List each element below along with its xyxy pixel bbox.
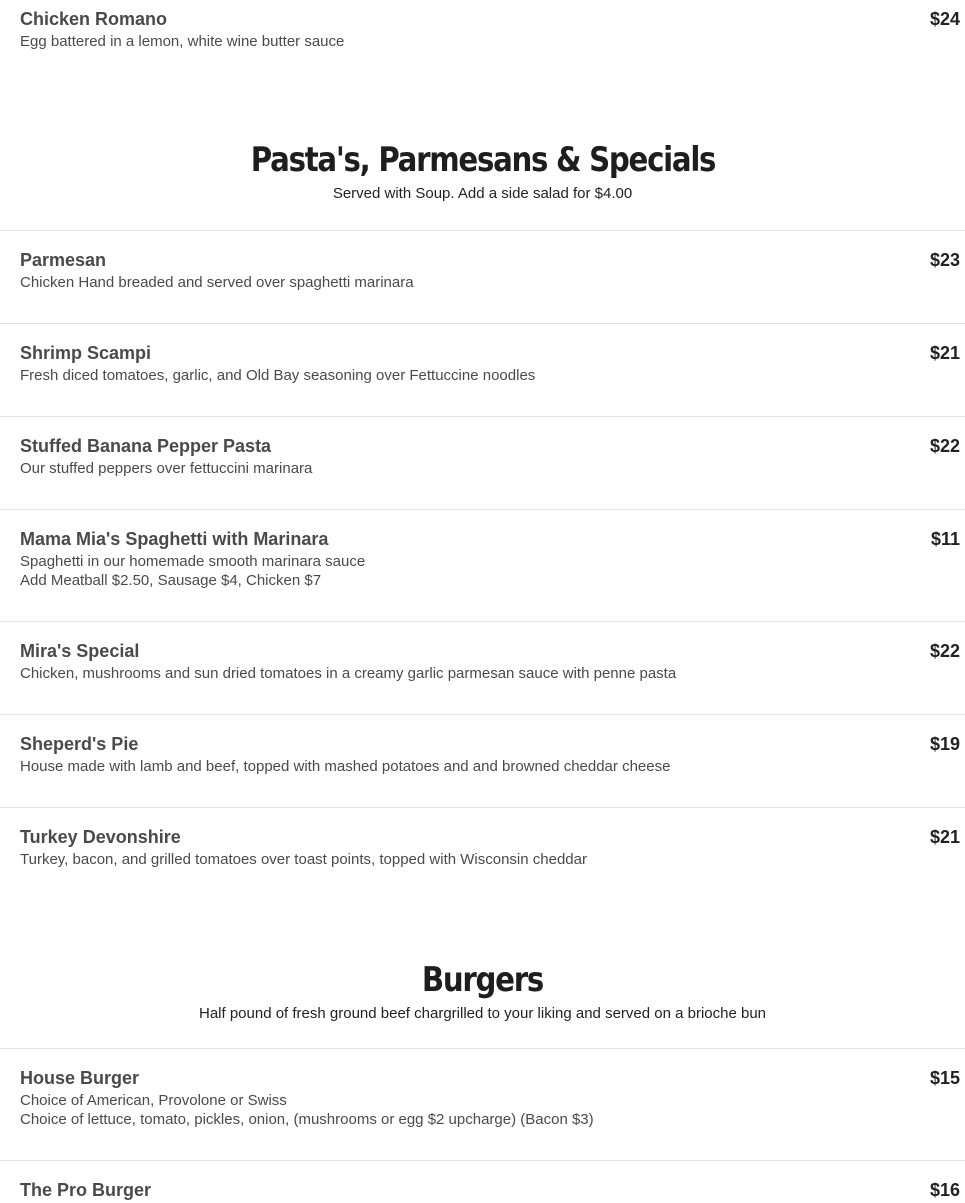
divider bbox=[0, 230, 965, 231]
item-price: $22 bbox=[929, 641, 960, 661]
section-header-pasta bbox=[0, 140, 965, 204]
item-description: Spaghetti in our homemade smooth marinara sauce bbox=[20, 553, 366, 570]
menu-item-stuffed-banana-pepper-pasta bbox=[0, 435, 965, 478]
item-price: $24 bbox=[929, 9, 960, 29]
divider bbox=[0, 714, 965, 715]
item-price: $11 bbox=[930, 529, 960, 549]
menu-item-house-burger bbox=[0, 1067, 965, 1129]
item-price: $21 bbox=[929, 827, 960, 847]
item-description: Fresh diced tomatoes, garlic, and Old Bay seasoning over Fettuccine noodles bbox=[20, 367, 536, 384]
menu-item-turkey-devonshire bbox=[0, 826, 965, 869]
item-name: Parmesan bbox=[20, 250, 107, 270]
item-name: Mama Mia's Spaghetti with Marinara bbox=[20, 529, 329, 549]
menu-item-miras-special bbox=[0, 640, 965, 683]
item-price: $23 bbox=[929, 250, 960, 270]
section-header-burgers bbox=[0, 960, 965, 1024]
divider bbox=[0, 807, 965, 808]
section-subtitle: Half pound of fresh ground beef chargrilled to your liking and served on a brioche bun bbox=[198, 1005, 767, 1022]
item-price: $16 bbox=[929, 1180, 960, 1200]
item-description: Chicken, mushrooms and sun dried tomatoes in a creamy garlic parmesan sauce with penne pasta bbox=[20, 665, 677, 682]
divider bbox=[0, 1048, 965, 1049]
item-name: House Burger bbox=[20, 1068, 140, 1088]
item-description: Choice of American, Provolone or Swiss bbox=[20, 1092, 287, 1109]
item-name: Turkey Devonshire bbox=[20, 827, 181, 847]
item-name: Shrimp Scampi bbox=[20, 343, 152, 363]
divider bbox=[0, 509, 965, 510]
item-name: The Pro Burger bbox=[20, 1180, 152, 1200]
divider bbox=[0, 323, 965, 324]
item-name: Mira's Special bbox=[20, 641, 140, 661]
item-description: Egg battered in a lemon, white wine butter sauce bbox=[20, 33, 345, 50]
item-description: House made with lamb and beef, topped with mashed potatoes and and browned cheddar cheese bbox=[20, 758, 671, 775]
section-title: Burgers bbox=[421, 960, 544, 1000]
menu-item-sheperds-pie bbox=[0, 733, 965, 776]
section-title: Pasta's, Parmesans & Specials bbox=[250, 140, 715, 180]
item-price: $22 bbox=[929, 436, 960, 456]
menu-item-parmesan bbox=[0, 249, 965, 292]
item-price: $21 bbox=[929, 343, 960, 363]
menu-item-pro-burger bbox=[0, 1179, 965, 1201]
divider bbox=[0, 1160, 965, 1161]
item-description-extra: Add Meatball $2.50, Sausage $4, Chicken $7 bbox=[20, 572, 322, 589]
item-description: Chicken Hand breaded and served over spaghetti marinara bbox=[20, 274, 414, 291]
item-name: Stuffed Banana Pepper Pasta bbox=[20, 436, 272, 456]
divider bbox=[0, 621, 965, 622]
section-subtitle: Served with Soup. Add a side salad for $4.00 bbox=[332, 185, 633, 202]
menu-item-spaghetti-marinara bbox=[0, 528, 965, 590]
item-description: Turkey, bacon, and grilled tomatoes over toast points, topped with Wisconsin cheddar bbox=[20, 851, 587, 868]
item-price: $19 bbox=[929, 734, 960, 754]
item-price: $15 bbox=[929, 1068, 960, 1088]
item-description: Our stuffed peppers over fettuccini marinara bbox=[20, 460, 313, 477]
item-description-extra: Choice of lettuce, tomato, pickles, onion, (mushrooms or egg $2 upcharge) (Bacon $3) bbox=[20, 1111, 594, 1128]
menu-item-shrimp-scampi bbox=[0, 342, 965, 385]
item-name: Sheperd's Pie bbox=[20, 734, 139, 754]
menu-item-chicken-romano bbox=[0, 8, 965, 51]
divider bbox=[0, 416, 965, 417]
item-name: Chicken Romano bbox=[20, 9, 168, 29]
